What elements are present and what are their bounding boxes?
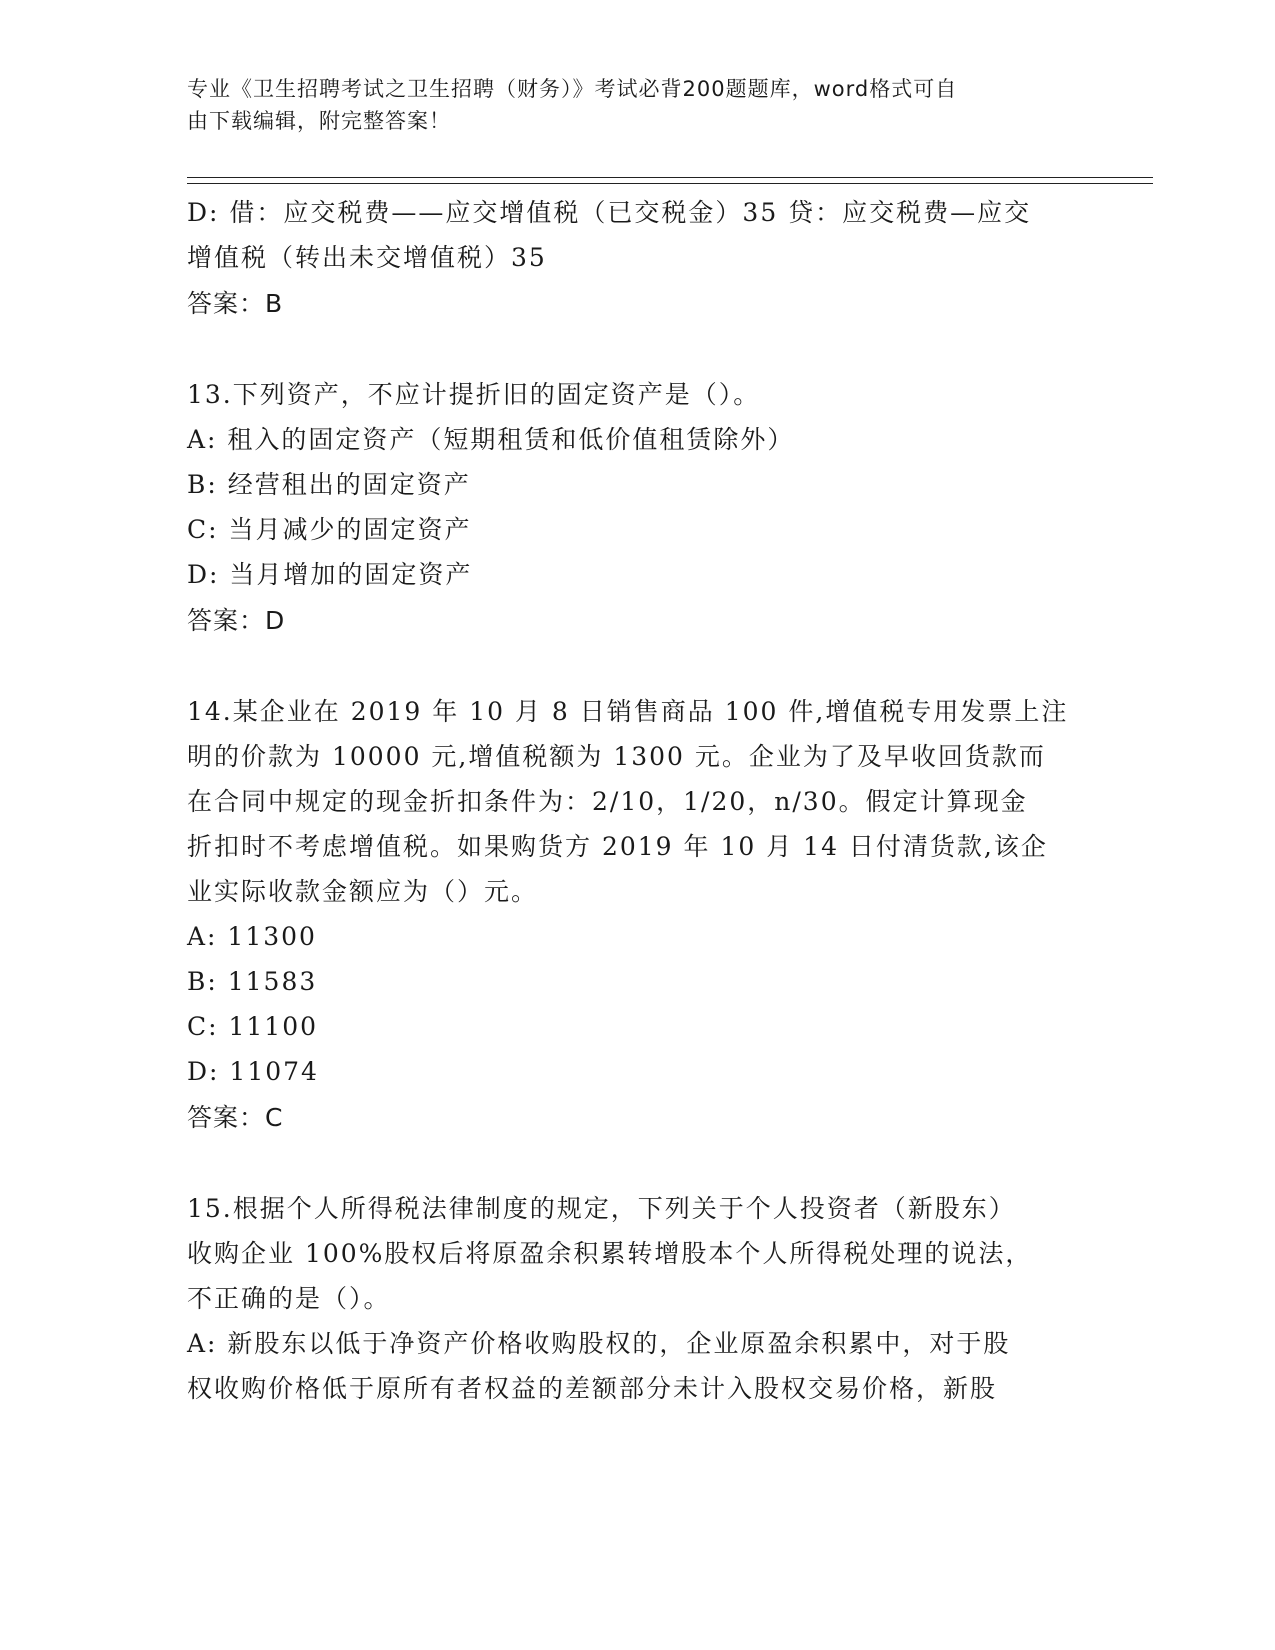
option-a: A: 11300	[187, 922, 317, 951]
option-c: C: 11100	[187, 1012, 319, 1041]
header-divider	[187, 177, 1153, 184]
option-b: B: 经营租出的固定资产	[187, 470, 471, 499]
header-title-line-1: 专业《卫生招聘考试之卫生招聘（财务）》考试必背200题题库，word格式可自	[187, 77, 958, 101]
option-d-line-2: 增值税（转出未交增值税）35	[187, 243, 547, 272]
question-13	[187, 372, 1087, 644]
question-stem-line-2: 明的价款为 10000 元,增值税额为 1300 元。企业为了及早收回货款而	[187, 742, 1046, 771]
question-stem-line-3: 不正确的是（）。	[187, 1284, 391, 1313]
option-c: C: 当月减少的固定资产	[187, 515, 472, 544]
question-stem-line-1: 14.某企业在 2019 年 10 月 8 日销售商品 100 件,增值税专用发票上注	[187, 697, 1069, 726]
option-b: B: 11583	[187, 967, 318, 996]
document-body	[187, 190, 1087, 1411]
option-d: D: 当月增加的固定资产	[187, 560, 473, 589]
question-14	[187, 689, 1087, 1141]
question-stem-line-4: 折扣时不考虑增值税。如果购货方 2019 年 10 月 14 日付清货款,该企	[187, 832, 1048, 861]
question-stem: 13.下列资产，不应计提折旧的固定资产是（）。	[187, 380, 761, 409]
spacer	[187, 1141, 1087, 1186]
answer: 答案：B	[187, 289, 284, 318]
document-header	[187, 73, 1067, 137]
question-stem-line-2: 收购企业 100%股权后将原盈余积累转增股本个人所得税处理的说法，	[187, 1239, 1033, 1268]
option-d-line-1: D: 借：应交税费——应交增值税（已交税金）35 贷：应交税费—应交	[187, 198, 1032, 227]
option-a-line-2: 权收购价格低于原所有者权益的差额部分未计入股权交易价格，新股	[187, 1374, 998, 1403]
option-d: D: 11074	[187, 1057, 319, 1086]
header-title-line-2: 由下载编辑，附完整答案！	[187, 109, 451, 133]
spacer	[187, 644, 1087, 689]
question-stem-line-5: 业实际收款金额应为（）元。	[187, 877, 539, 906]
question-fragment	[187, 190, 1087, 327]
option-a: A: 租入的固定资产（短期租赁和低价值租赁除外）	[187, 425, 795, 454]
question-stem-line-1: 15.根据个人所得税法律制度的规定，下列关于个人投资者（新股东）	[187, 1194, 1016, 1223]
question-stem-line-3: 在合同中规定的现金折扣条件为：2/10，1/20，n/30。假定计算现金	[187, 787, 1028, 816]
answer: 答案：C	[187, 1103, 284, 1132]
question-15	[187, 1186, 1087, 1411]
spacer	[187, 327, 1087, 372]
option-a-line-1: A: 新股东以低于净资产价格收购股权的，企业原盈余积累中，对于股	[187, 1329, 1011, 1358]
answer: 答案：D	[187, 606, 286, 635]
